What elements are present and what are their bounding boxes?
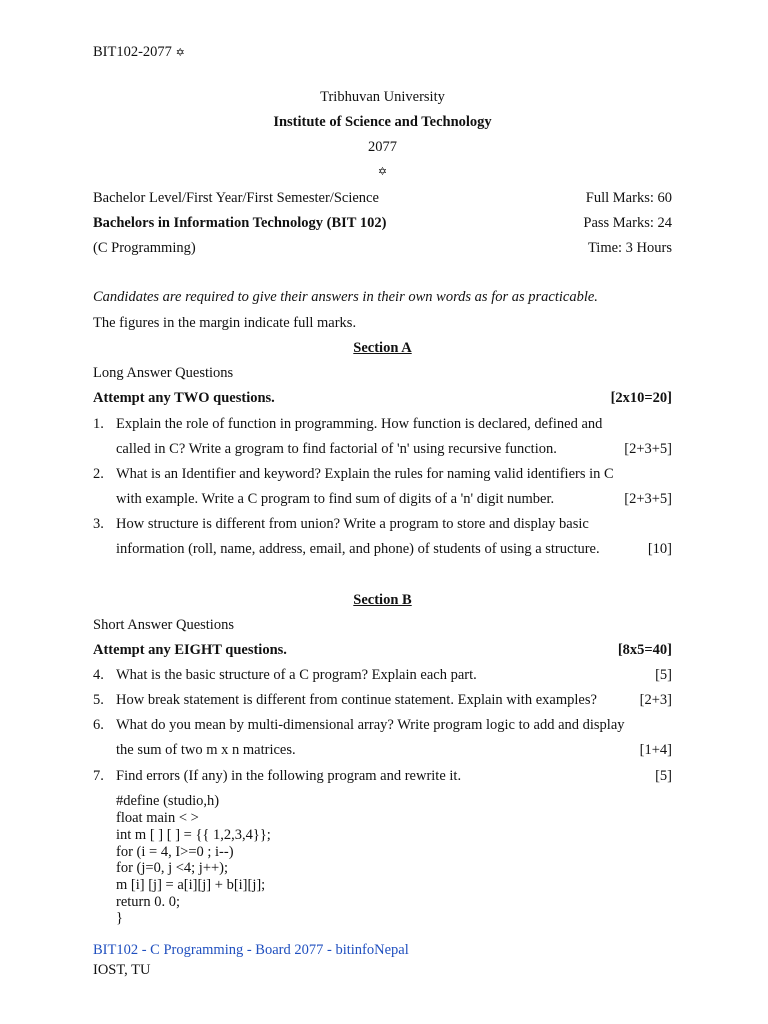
question-text: What do you mean by multi-dimensional array? Write program logic to add and display xyxy=(116,717,625,733)
paper-code-text: BIT102-2077 xyxy=(93,44,172,60)
question-text: called in C? Write a grogram to find factorial of 'n' using recursive function. xyxy=(116,441,557,457)
time-limit: Time: 3 Hours xyxy=(587,240,672,256)
question-marks: [2+3+5] xyxy=(624,441,672,457)
question-number: 7. xyxy=(93,768,104,784)
question-text: What is the basic structure of a C program? Explain each part. xyxy=(116,667,477,683)
code-line: for (i = 4, I>=0 ; i--) xyxy=(116,844,234,860)
question-number: 3. xyxy=(93,516,104,532)
question-marks: [5] xyxy=(655,768,672,784)
code-line: #define (studio,h) xyxy=(116,793,220,809)
level-text: Bachelor Level/First Year/First Semester/Science xyxy=(93,190,379,206)
question-marks: [2+3] xyxy=(639,692,672,708)
question-marks: [10] xyxy=(647,541,672,557)
code-line: } xyxy=(116,910,123,926)
attempt-text: Attempt any EIGHT questions. xyxy=(93,642,287,658)
question-number: 5. xyxy=(93,692,104,708)
question-text: with example. Write a C program to find sum of digits of a 'n' digit number. xyxy=(116,491,555,507)
program-row xyxy=(93,216,672,231)
question-text: What is an Identifier and keyword? Explain the rules for naming valid identifiers in C xyxy=(116,466,614,482)
footer-org: IOST, TU xyxy=(93,962,151,978)
subject-text: (C Programming) xyxy=(93,240,196,256)
section-a-title: Section A xyxy=(353,340,412,356)
question-marks: [1+4] xyxy=(639,742,672,758)
section-marks: [8x5=40] xyxy=(617,642,672,658)
subject-row xyxy=(93,241,672,256)
question-text: information (roll, name, address, email, and phone) of students of using a structure. xyxy=(116,541,600,557)
pass-marks: Pass Marks: 24 xyxy=(583,215,672,231)
exam-year: 2077 xyxy=(368,139,397,155)
question-text: the sum of two m x n matrices. xyxy=(116,742,296,758)
question-number: 6. xyxy=(93,717,104,733)
code-line: m [i] [j] = a[i][j] + b[i][j]; xyxy=(116,877,266,893)
question-text: Explain the role of function in programming. How function is declared, defined and xyxy=(116,416,603,432)
section-b-title: Section B xyxy=(353,592,412,608)
section-b-attempt-row xyxy=(93,643,672,658)
question-text: Find errors (If any) in the following program and rewrite it. xyxy=(116,768,462,784)
attempt-text: Attempt any TWO questions. xyxy=(93,390,275,406)
code-line: int m [ ] [ ] = {{ 1,2,3,4}}; xyxy=(116,827,271,843)
level-row xyxy=(93,191,672,206)
star-of-david-icon: ✡ xyxy=(175,46,185,59)
question-marks: [5] xyxy=(655,667,672,683)
question-number: 1. xyxy=(93,416,104,432)
section-a-subtitle: Long Answer Questions xyxy=(93,365,234,381)
question-number: 2. xyxy=(93,466,104,482)
code-line: float main < > xyxy=(116,810,199,826)
instruction-line: The figures in the margin indicate full marks. xyxy=(93,315,357,331)
full-marks: Full Marks: 60 xyxy=(585,190,672,206)
footer-link[interactable]: BIT102 - C Programming - Board 2077 - bitinfoNepal xyxy=(93,942,409,958)
paper-code xyxy=(93,45,185,60)
code-line: return 0. 0; xyxy=(116,894,181,910)
question-marks: [2+3+5] xyxy=(624,491,672,507)
star-of-david-icon: ✡ xyxy=(377,165,388,178)
university-name: Tribhuvan University xyxy=(320,89,445,105)
section-marks: [2x10=20] xyxy=(610,390,672,406)
instruction-line: Candidates are required to give their answers in their own words as for as practicable. xyxy=(93,289,598,305)
question-number: 4. xyxy=(93,667,104,683)
code-line: for (j=0, j <4; j++); xyxy=(116,860,229,876)
question-text: How structure is different from union? Write a program to store and display basic xyxy=(116,516,589,532)
institute-name: Institute of Science and Technology xyxy=(273,114,492,130)
question-text: How break statement is different from continue statement. Explain with examples? xyxy=(116,692,597,708)
section-b-subtitle: Short Answer Questions xyxy=(93,617,234,633)
section-a-attempt-row xyxy=(93,391,672,406)
program-text: Bachelors in Information Technology (BIT 102) xyxy=(93,215,387,231)
